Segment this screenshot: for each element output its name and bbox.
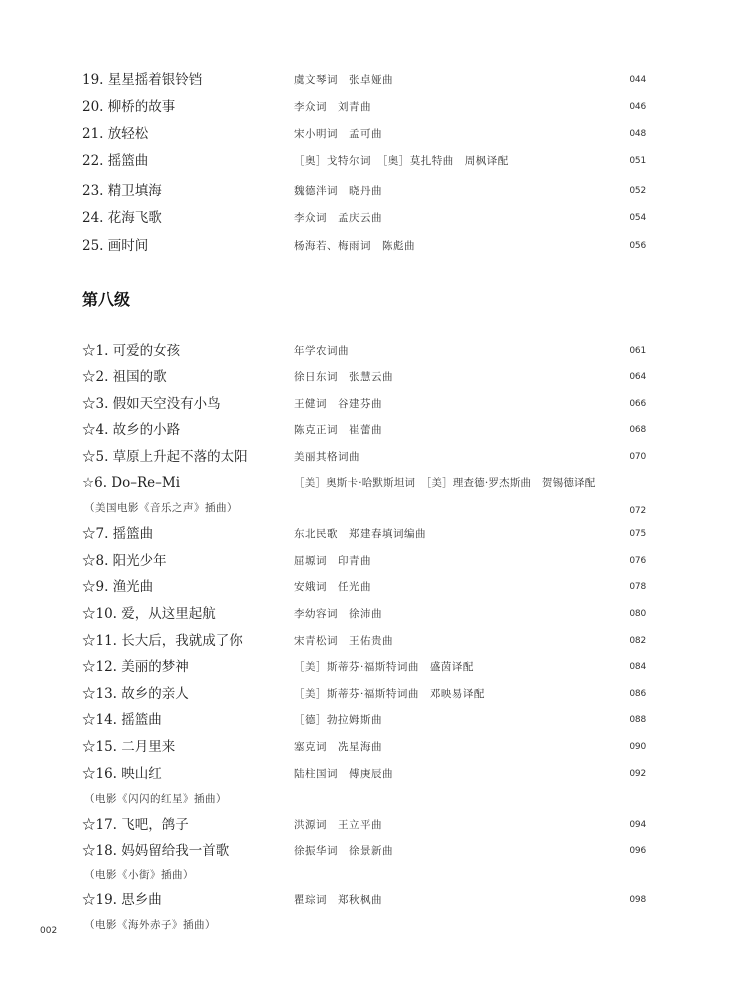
song-title: 23. 精卫填海 (82, 183, 162, 199)
toc-entry-note (0, 498, 745, 524)
toc-entry[interactable] (0, 890, 745, 916)
song-title: ☆2. 祖国的歌 (82, 369, 167, 385)
page-number: 096 (629, 846, 646, 856)
song-credit: 王健词 谷建芬曲 (294, 398, 382, 410)
song-title: ☆17. 飞吧，鸽子 (82, 817, 189, 833)
song-credit: 瞿琮词 郑秋枫曲 (294, 894, 382, 906)
song-title: ☆9. 渔光曲 (82, 579, 154, 595)
toc-entry-note (0, 915, 745, 941)
song-title: ☆15. 二月里来 (82, 739, 176, 755)
toc-entry[interactable] (0, 710, 745, 736)
page-number: 068 (629, 425, 646, 435)
song-credit: 魏德泮词 晓丹曲 (294, 185, 382, 197)
song-credit: 安娥词 任光曲 (294, 581, 371, 593)
page-number: 094 (629, 820, 646, 830)
song-title: ☆14. 摇篮曲 (82, 712, 162, 728)
song-title: ☆11. 长大后，我就成了你 (82, 633, 243, 649)
toc-entry[interactable] (0, 841, 745, 867)
song-note: （电影《海外赤子》插曲） (84, 919, 216, 931)
song-title: ☆5. 草原上升起不落的太阳 (82, 449, 248, 465)
page-number: 076 (629, 556, 646, 566)
song-title: 20. 柳桥的故事 (82, 99, 176, 115)
toc-entry[interactable] (0, 551, 745, 577)
page-number: 090 (629, 742, 646, 752)
toc-entry-note (0, 865, 745, 891)
toc-entry[interactable] (0, 631, 745, 657)
toc-entry[interactable] (0, 577, 745, 603)
song-title: ☆4. 故乡的小路 (82, 422, 181, 438)
song-credit: 李幼容词 徐沛曲 (294, 608, 382, 620)
song-credit: ［奥］戈特尔词 ［奥］莫扎特曲 周枫译配 (294, 155, 509, 167)
toc-entry[interactable] (0, 70, 745, 96)
song-credit: 陆柱国词 傅庚辰曲 (294, 768, 393, 780)
page-number: 075 (629, 529, 646, 539)
folio-page-number: 002 (40, 926, 58, 936)
toc-entry[interactable] (0, 181, 745, 207)
song-credit: 美丽其格词曲 (294, 451, 360, 463)
song-credit: 屈塬词 印青曲 (294, 555, 371, 567)
song-credit: ［美］奥斯卡·哈默斯坦词 ［美］理查德·罗杰斯曲 贺锡德译配 (294, 477, 596, 489)
toc-entry[interactable] (0, 341, 745, 367)
song-title: ☆7. 摇篮曲 (82, 526, 154, 542)
song-title: ☆3. 假如天空没有小鸟 (82, 396, 221, 412)
toc-entry[interactable] (0, 815, 745, 841)
page-number: 054 (629, 213, 646, 223)
page-number: 048 (629, 129, 646, 139)
toc-entry[interactable] (0, 447, 745, 473)
page-number: 078 (629, 582, 646, 592)
song-title: ☆8. 阳光少年 (82, 553, 167, 569)
toc-entry[interactable] (0, 394, 745, 420)
song-credit: 李众词 孟庆云曲 (294, 212, 382, 224)
song-title: ☆16. 映山红 (82, 766, 162, 782)
song-credit: 李众词 刘青曲 (294, 101, 371, 113)
song-credit: ［美］斯蒂芬·福斯特词曲 邓映易译配 (294, 688, 485, 700)
section-heading: 第八级 (82, 290, 131, 309)
page-number: 084 (629, 662, 646, 672)
toc-entry[interactable] (0, 367, 745, 393)
toc-entry-note (0, 789, 745, 815)
song-credit: 宋青松词 王佑贵曲 (294, 635, 393, 647)
toc-entry[interactable] (0, 764, 745, 790)
toc-entry[interactable] (0, 236, 745, 262)
page-number: 066 (629, 399, 646, 409)
page-number: 092 (629, 769, 646, 779)
toc-entry[interactable] (0, 473, 745, 499)
page-number: 052 (629, 186, 646, 196)
page-number: 098 (629, 895, 646, 905)
page-number: 072 (629, 506, 646, 516)
song-credit: 陈克正词 崔蕾曲 (294, 424, 382, 436)
page-number: 056 (629, 241, 646, 251)
song-credit: 徐振华词 徐景新曲 (294, 845, 393, 857)
song-credit: 杨海若、梅雨词 陈彪曲 (294, 240, 415, 252)
song-credit: 洪源词 王立平曲 (294, 819, 382, 831)
song-credit: 年学农词曲 (294, 345, 349, 357)
toc-entry[interactable] (0, 657, 745, 683)
page-number: 044 (629, 75, 646, 85)
song-title: 21. 放轻松 (82, 126, 149, 142)
toc-entry[interactable] (0, 97, 745, 123)
song-title: ☆13. 故乡的亲人 (82, 686, 189, 702)
page-number: 082 (629, 636, 646, 646)
song-title: ☆10. 爱，从这里起航 (82, 606, 216, 622)
song-title: 25. 画时间 (82, 238, 149, 254)
toc-entry[interactable] (0, 151, 745, 177)
song-credit: 宋小明词 孟可曲 (294, 128, 382, 140)
song-credit: 虞文琴词 张卓娅曲 (294, 74, 393, 86)
page-number: 051 (629, 156, 646, 166)
song-credit: ［德］勃拉姆斯曲 (294, 714, 382, 726)
page-number: 064 (629, 372, 646, 382)
page-number: 088 (629, 715, 646, 725)
song-title: ☆1. 可爱的女孩 (82, 343, 181, 359)
page-number: 070 (629, 452, 646, 462)
song-credit: 塞克词 冼星海曲 (294, 741, 382, 753)
song-title: 19. 星星摇着银铃铛 (82, 72, 203, 88)
song-title: 22. 摇篮曲 (82, 153, 149, 169)
toc-entry[interactable] (0, 737, 745, 763)
toc-entry[interactable] (0, 684, 745, 710)
song-note: （美国电影《音乐之声》插曲） (84, 502, 238, 514)
song-title: 24. 花海飞歌 (82, 210, 162, 226)
toc-entry[interactable] (0, 124, 745, 150)
toc-entry[interactable] (0, 420, 745, 446)
song-title: ☆19. 思乡曲 (82, 892, 162, 908)
song-credit: 徐日东词 张慧云曲 (294, 371, 393, 383)
toc-entry[interactable] (0, 208, 745, 234)
toc-entry[interactable] (0, 604, 745, 630)
toc-entry[interactable] (0, 524, 745, 550)
page-number: 046 (629, 102, 646, 112)
song-title: ☆18. 妈妈留给我一首歌 (82, 843, 230, 859)
song-note: （电影《闪闪的红星》插曲） (84, 793, 227, 805)
song-note: （电影《小街》插曲） (84, 869, 194, 881)
song-credit: 东北民歌 郑建春填词编曲 (294, 528, 426, 540)
page-number: 086 (629, 689, 646, 699)
song-credit: ［美］斯蒂芬·福斯特词曲 盛茵译配 (294, 661, 474, 673)
page-number: 061 (629, 346, 646, 356)
song-title: ☆12. 美丽的梦神 (82, 659, 189, 675)
song-title: ☆6. Do–Re–Mi (82, 475, 181, 491)
page-number: 080 (629, 609, 646, 619)
